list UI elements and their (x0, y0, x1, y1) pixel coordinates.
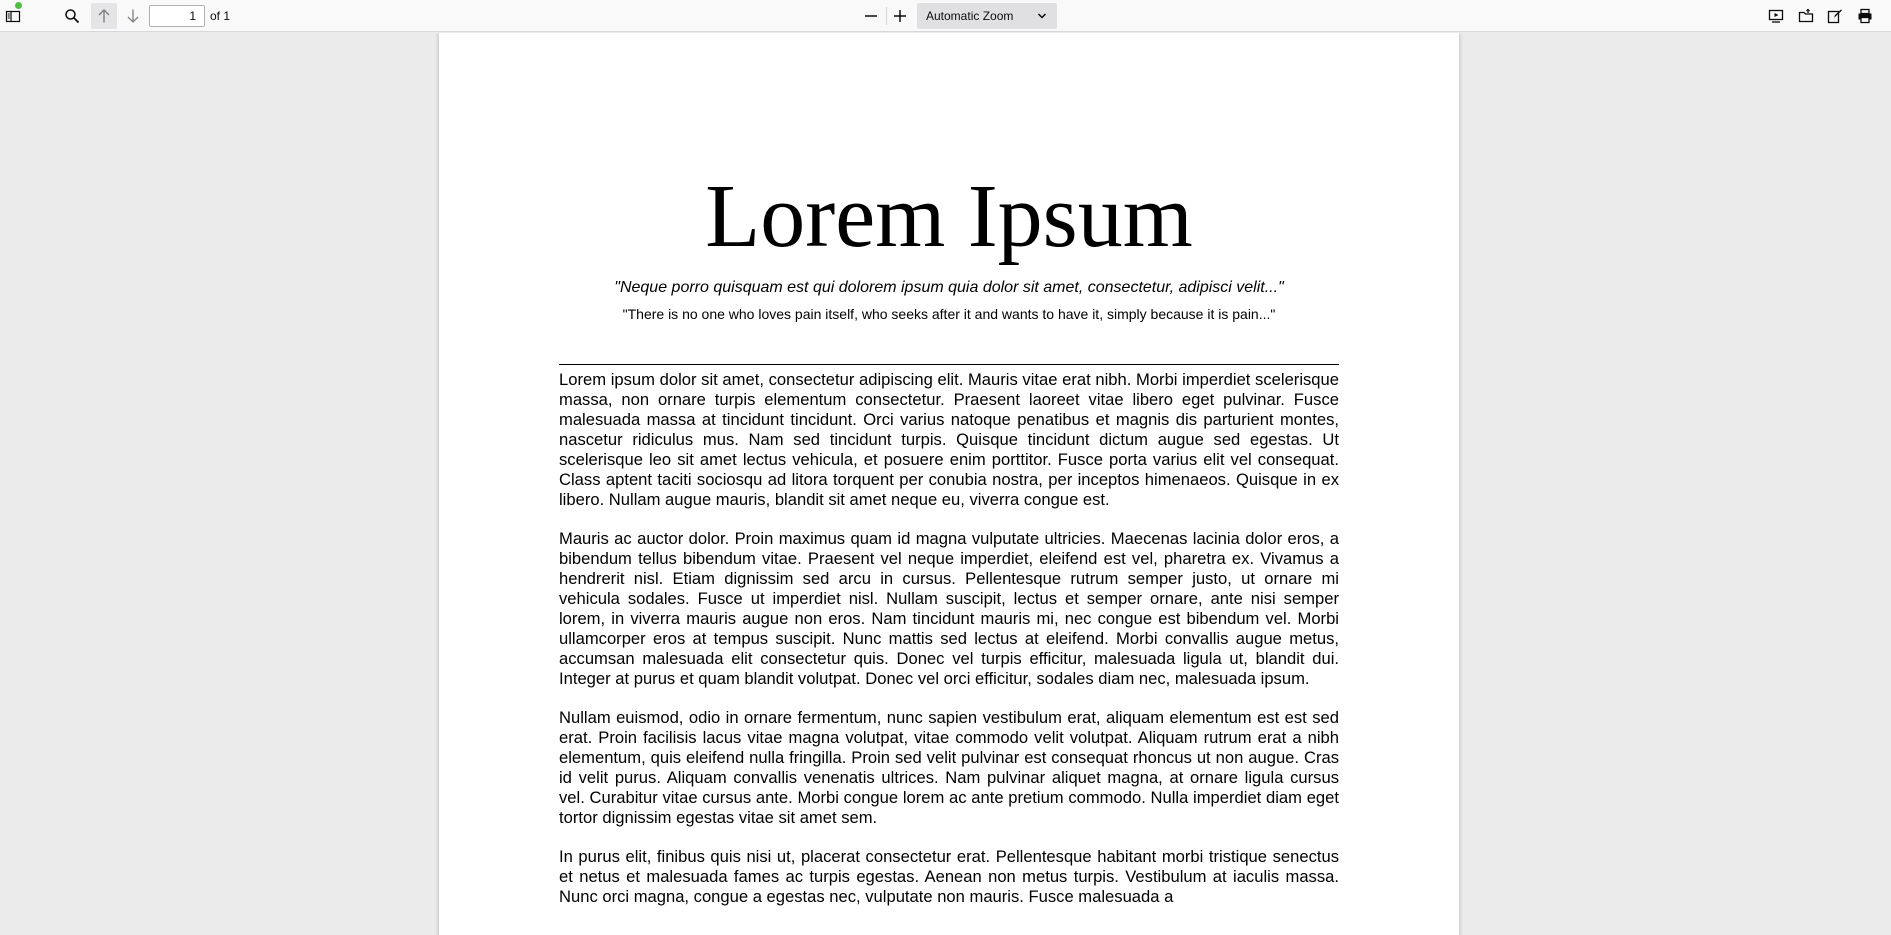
translation-quote: "There is no one who loves pain itself, who seeks after it and wants to have it, simply because it is pain..." (622, 306, 1276, 322)
plus-icon (892, 8, 908, 24)
paragraph: Nullam euismod, odio in ornare fermentum, nunc sapien vestibulum erat, aliquam elementum est est sed erat. Proin facilisis lacus vitae magna volutpat, vitae commodo velit volutpat. Aliquam rutrum erat a nibh elementum, quis eleifend nulla fringilla. Proin sed velit pulvinar est consequat rhoncus ut non augue. Cras id velit purus. Aliquam convallis venenatis ultrices. Nam pulvinar aliquet magna, at ornare ligula cursus vel. Curabitur vitae cursus ante. Morbi congue lorem ac ante pretium commodo. Nulla imperdiet diam eget tortor dignissim egestas vitae sit amet sem. (559, 708, 1339, 827)
pdf-page (439, 33, 1459, 935)
document-title: Lorem Ipsum (705, 167, 1193, 266)
zoom-in-button[interactable] (887, 3, 913, 29)
zoom-select-value: Automatic Zoom (926, 9, 1014, 23)
pdf-toolbar (0, 0, 1891, 32)
notification-dot (15, 2, 22, 9)
document-body (559, 370, 1339, 926)
previous-page-button[interactable] (91, 3, 117, 29)
open-file-button[interactable] (1793, 3, 1819, 29)
page-number-input[interactable] (149, 5, 205, 27)
next-page-button[interactable] (120, 3, 146, 29)
paragraph: Mauris ac auctor dolor. Proin maximus quam id magna vulputate ultricies. Maecenas lacinia dolor eros, a bibendum tellus bibendum vitae. Praesent vel neque imperdiet, eleifend est vel, pharetra ex. Vivamus a hendrerit nisl. Etiam dignissim sed arcu in cursus. Pellentesque rutrum semper justo, ut ornare mi vehicula sodales. Fusce ut imperdiet nisl. Nullam suscipit, lectus et semper ornare, ante nisi semper lorem, in viverra mauris augue non eros. Nam tincidunt mauris mi, nec congue est bibendum vel. Morbi ullamcorper eros at tempus suscipit. Nunc mattis sed lectus at eleifend. Morbi convallis augue metus, accumsan malesuada elit consectetur quis. Donec vel turpis efficitur, malesuada ligula ut, blandit dui. Integer at purus et quam blandit volutpat. Donec vel orci efficitur, sodales diam nec, malesuada ipsum. (559, 529, 1339, 688)
presentation-mode-icon (1768, 8, 1784, 24)
zoom-out-button[interactable] (858, 3, 884, 29)
zoom-select[interactable] (917, 3, 1057, 29)
open-file-icon (1798, 8, 1814, 24)
minus-icon (863, 8, 879, 24)
italic-quote: "Neque porro quisquam est qui dolorem ipsum quia dolor sit amet, consectetur, adipisci velit..." (614, 279, 1284, 296)
printer-icon (1857, 8, 1873, 24)
sidebar-toggle-button[interactable] (0, 3, 26, 29)
presentation-mode-button[interactable] (1763, 3, 1789, 29)
pencil-icon (1827, 8, 1843, 24)
page-count-label: of 1 (210, 9, 231, 23)
arrow-down-icon (125, 8, 141, 24)
horizontal-rule (559, 364, 1339, 365)
print-button[interactable] (1852, 3, 1878, 29)
arrow-up-icon (96, 8, 112, 24)
edit-button[interactable] (1822, 3, 1848, 29)
sidebar-toggle-icon (5, 8, 21, 24)
chevron-down-icon (1037, 11, 1047, 21)
paragraph: Lorem ipsum dolor sit amet, consectetur adipiscing elit. Mauris vitae erat nibh. Morbi imperdiet scelerisque massa, non ornare turpis elementum consectetur. Praesent laoreet vitae libero eget pulvinar. Fusce malesuada massa at tincidunt tincidunt. Orci varius natoque penatibus et magnis dis parturient montes, nascetur ridiculus mus. Nam sed tincidunt turpis. Quisque tincidunt dictum augue sed egestas. Ut scelerisque leo sit amet lectus vehicula, et posuere enim porttitor. Fusce porta varius elit vel consequat. Class aptent taciti sociosqu ad litora torquent per conubia nostra, per inceptos himenaeos. Quisque in ex libero. Nullam augue mauris, blandit sit amet neque eu, viverra congue est. (559, 370, 1339, 509)
document-viewer[interactable] (0, 33, 1891, 935)
paragraph: In purus elit, finibus quis nisi ut, placerat consectetur erat. Pellentesque habitant morbi tristique senectus et netus et malesuada fames ac turpis egestas. Aenean non metus turpis. Vestibulum at iaculis massa. Nunc orci magna, congue a egestas nec, vulputate non mauris. Fusce malesuada a (559, 847, 1339, 906)
search-icon (64, 8, 80, 24)
find-button[interactable] (59, 3, 85, 29)
